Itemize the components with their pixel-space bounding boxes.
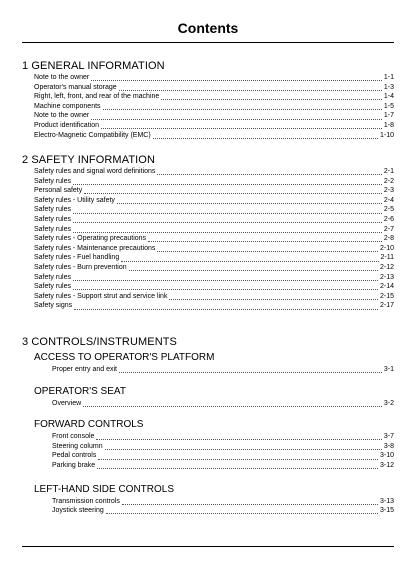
toc-entry-page: 2-2	[383, 177, 394, 185]
toc-entry	[34, 234, 394, 244]
toc-entry-page: 3-12	[379, 461, 394, 469]
toc-entry	[34, 111, 394, 121]
toc-entry	[34, 92, 394, 102]
toc-entry-label: Safety rules - Maintenance precautions	[34, 244, 156, 252]
dot-leader	[73, 216, 382, 223]
toc-entry	[34, 186, 394, 196]
subsection-title: LEFT-HAND SIDE CONTROLS	[34, 483, 175, 495]
toc-entry-label: Parking brake	[52, 461, 96, 469]
toc-entry-page: 2-14	[379, 283, 394, 291]
toc-entry-page: 2-7	[383, 225, 394, 233]
toc-entry	[34, 83, 394, 93]
toc-entry	[52, 451, 394, 461]
toc-entry-label: Safety rules - Utility safety	[34, 196, 115, 204]
dot-leader	[73, 226, 382, 233]
toc-entry-page: 1-10	[379, 131, 394, 139]
dot-leader	[73, 178, 382, 185]
toc-entry-label: Right, left, front, and rear of the machine	[34, 93, 160, 101]
toc-entry	[34, 282, 394, 292]
toc-entry	[52, 497, 394, 507]
toc-entry-page: 2-6	[383, 215, 394, 223]
toc-entry-label: Safety rules - Operating precautions	[34, 235, 147, 243]
toc-entry-label: Product identification	[34, 121, 99, 129]
toc-entry-page: 3-2	[383, 399, 394, 407]
dot-leader	[73, 274, 378, 281]
toc-entry-label: Steering column	[52, 442, 103, 450]
toc-entry-label: Safety rules	[34, 225, 71, 233]
dot-leader	[119, 366, 382, 373]
toc-entry-label: Proper entry and exit	[52, 366, 117, 373]
toc-entry-label: Safety rules and signal word definitions	[34, 168, 156, 175]
toc-entry	[52, 432, 394, 442]
toc-entry-label: Transmission controls	[52, 497, 120, 505]
toc-entry-page: 2-3	[383, 187, 394, 195]
toc-entry-page: 3-10	[379, 452, 394, 460]
dot-leader	[97, 462, 378, 469]
toc-entry-label: Safety rules - Fuel handling	[34, 254, 120, 262]
toc-entry-page: 1-3	[383, 83, 394, 91]
toc-entry-label: Machine components	[34, 102, 101, 110]
toc-entry-label: Safety rules	[34, 215, 71, 223]
dot-leader	[96, 433, 381, 440]
dot-leader	[84, 187, 382, 194]
toc-entry	[34, 177, 394, 187]
toc-list	[22, 365, 394, 375]
dot-leader	[122, 498, 378, 505]
toc-entry-page: 2-1	[383, 168, 394, 175]
toc-entry-label: Operator's manual storage	[34, 83, 117, 91]
toc-entry	[34, 301, 394, 311]
subsection-title: ACCESS TO OPERATOR'S PLATFORM	[34, 352, 215, 363]
bottom-divider	[22, 546, 394, 547]
section-safety-information	[22, 154, 394, 311]
toc-entry-label: Overview	[52, 399, 82, 407]
toc-entry-page: 1-7	[383, 112, 394, 120]
section-controls-instruments	[22, 336, 394, 516]
toc-entry-page: 3-13	[379, 497, 394, 505]
toc-entry	[34, 253, 394, 263]
toc-entry-page: 3-15	[379, 507, 394, 515]
toc-entry	[34, 131, 394, 141]
page-title: Contents	[177, 20, 239, 36]
dot-leader	[153, 132, 378, 139]
toc-entry-page: 2-10	[379, 244, 394, 252]
dot-leader	[169, 293, 378, 300]
toc-entry-label: Joystick steering	[52, 507, 104, 515]
dot-leader	[161, 93, 382, 100]
subsection-left-hand	[22, 484, 394, 516]
toc-entry-label: Note to the owner	[34, 112, 90, 120]
toc-entry	[52, 506, 394, 516]
toc-entry	[52, 365, 394, 375]
toc-list	[22, 497, 394, 516]
toc-entry-label: Safety rules - Support strut and service link	[34, 292, 168, 300]
toc-entry-page: 2-8	[383, 235, 394, 243]
toc-entry-label: Safety rules	[34, 206, 71, 214]
toc-entry-page: 1-8	[383, 121, 394, 129]
toc-list	[22, 167, 394, 311]
toc-entry-page: 2-17	[379, 302, 394, 310]
toc-entry-page: 1-4	[383, 93, 394, 101]
dot-leader	[157, 168, 381, 175]
toc-entry-page: 2-12	[379, 263, 394, 271]
toc-entry	[34, 73, 394, 83]
toc-entry-label: Front console	[52, 433, 95, 441]
dot-leader	[157, 245, 378, 252]
dot-leader	[121, 255, 378, 262]
section-title: 3 CONTROLS/INSTRUMENTS	[22, 336, 177, 348]
toc-entry-page: 2-5	[383, 206, 394, 214]
toc-entry	[52, 399, 394, 409]
subsection-seat	[22, 386, 394, 409]
dot-leader	[91, 74, 382, 81]
dot-leader	[83, 400, 382, 407]
toc-entry-label: Note to the owner	[34, 74, 90, 81]
subsection-title: OPERATOR'S SEAT	[34, 385, 126, 397]
toc-entry-page: 2-13	[379, 273, 394, 281]
dot-leader	[101, 122, 382, 129]
section-title: 2 SAFETY INFORMATION	[22, 154, 155, 166]
dot-leader	[106, 507, 378, 514]
toc-entry-label: Safety signs	[34, 302, 73, 310]
toc-entry	[34, 225, 394, 235]
toc-entry-label: Pedal controls	[52, 452, 97, 460]
dot-leader	[73, 207, 382, 214]
toc-entry	[34, 244, 394, 254]
dot-leader	[73, 283, 378, 290]
toc-entry	[34, 273, 394, 283]
dot-leader	[98, 453, 378, 460]
toc-entry-page: 3-7	[383, 433, 394, 441]
toc-entry-page: 1-1	[383, 74, 394, 81]
toc-list	[22, 432, 394, 470]
toc-entry-page: 3-8	[383, 442, 394, 450]
dot-leader	[103, 103, 382, 110]
toc-entry-page: 3-1	[383, 366, 394, 373]
toc-entry	[34, 205, 394, 215]
toc-entry	[34, 102, 394, 112]
dot-leader	[91, 113, 382, 120]
dot-leader	[129, 264, 378, 271]
toc-entry-page: 2-15	[379, 292, 394, 300]
toc-entry-label: Safety rules - Burn prevention	[34, 263, 127, 271]
dot-leader	[117, 197, 382, 204]
toc-entry	[34, 121, 394, 131]
toc-entry	[52, 442, 394, 452]
toc-entry-label: Electro-Magnetic Compatibility (EMC)	[34, 131, 151, 139]
toc-entry	[34, 167, 394, 177]
section-title: 1 GENERAL INFORMATION	[22, 60, 165, 72]
toc-entry-page: 2-11	[380, 254, 394, 262]
toc-entry-label: Personal safety	[34, 187, 83, 195]
dot-leader	[105, 443, 382, 450]
toc-entry	[52, 461, 394, 471]
toc-list	[22, 399, 394, 409]
toc-list	[22, 73, 394, 140]
toc-entry-page: 1-5	[383, 102, 394, 110]
toc-entry	[34, 292, 394, 302]
subsection-forward	[22, 419, 394, 470]
toc-entry	[34, 196, 394, 206]
subsection-title: FORWARD CONTROLS	[34, 419, 144, 431]
toc-entry-label: Safety rules	[34, 177, 71, 185]
toc-entry	[34, 263, 394, 273]
dot-leader	[148, 235, 382, 242]
subsection-access	[22, 352, 394, 375]
dot-leader	[119, 84, 382, 91]
section-general-information	[22, 60, 394, 140]
toc-entry-page: 2-4	[383, 196, 394, 204]
top-divider	[22, 42, 394, 43]
dot-leader	[74, 303, 378, 310]
toc-entry-label: Safety rules	[34, 273, 71, 281]
toc-entry-label: Safety rules	[34, 283, 71, 291]
toc-entry	[34, 215, 394, 225]
